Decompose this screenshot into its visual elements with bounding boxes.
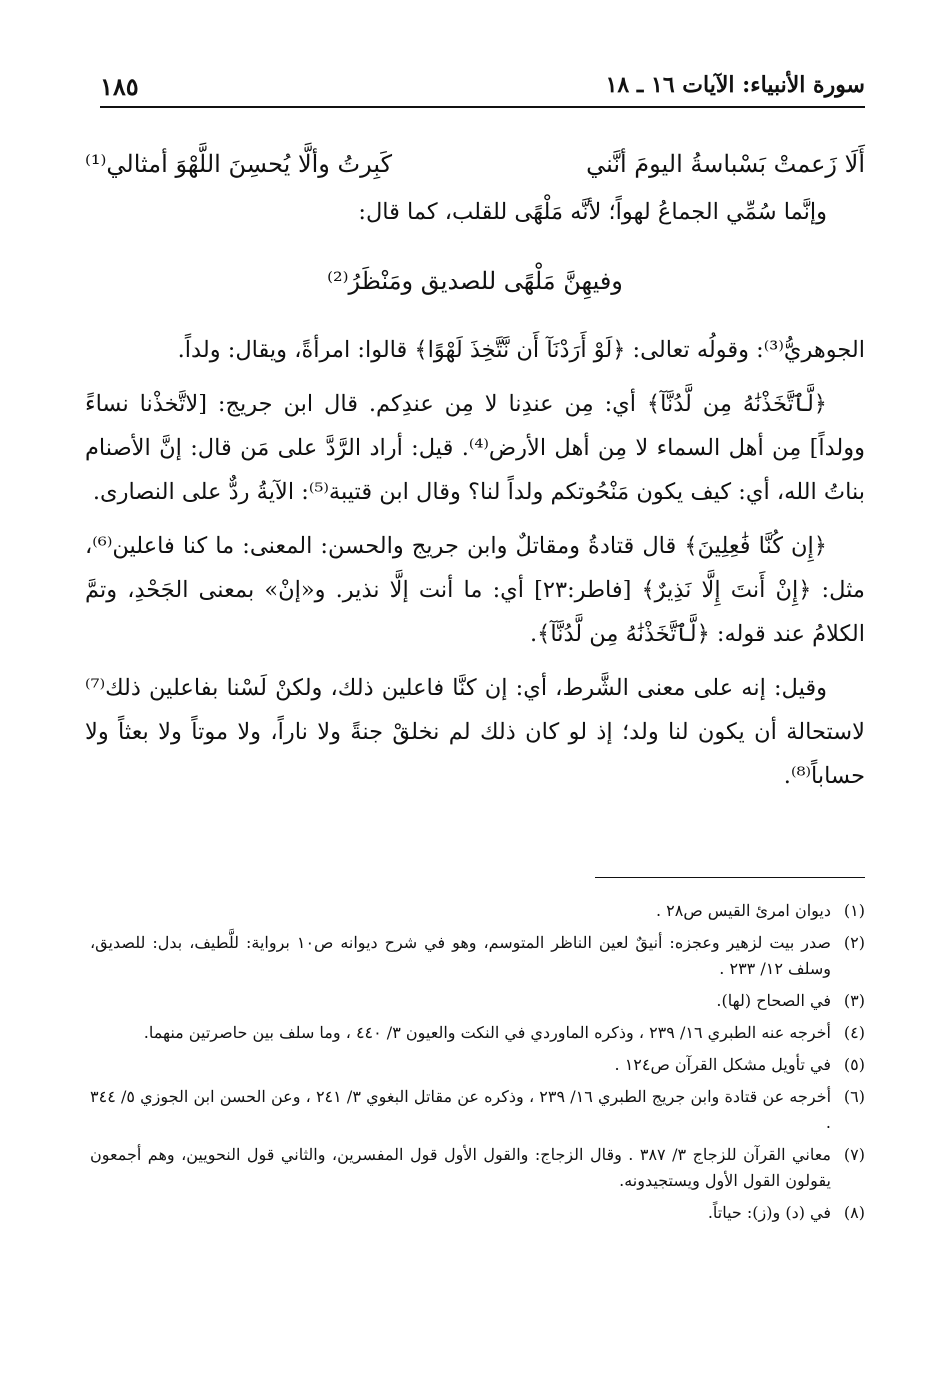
footnote-number: (٤) — [843, 1023, 865, 1042]
verse-1-first-half: أَلَا زَعمتْ بَسْباسةُ اليومَ أنَّني — [586, 150, 865, 178]
footnote — [90, 1084, 865, 1136]
header-title: سورة الأنبياء: الآيات ١٦ ـ ١٨ — [605, 72, 865, 98]
main-text — [85, 130, 865, 798]
footnotes — [90, 898, 865, 1232]
footnote-text: أخرجه عن قتادة وابن جريج الطبري ١٦/ ٢٣٩ ، وذكره عن مقاتل البغوي ٣/ ٢٤١ ، وعن الحسن ابن الجوزي ٥/ ٣٤٤ . — [90, 1087, 832, 1132]
footnote-number: (٢) — [843, 933, 865, 952]
running-header — [100, 72, 865, 108]
footnote-number: (٥) — [843, 1055, 865, 1074]
page-number: ١٨٥ — [100, 72, 139, 101]
footnote — [90, 988, 865, 1014]
footnote-text: ديوان امرئ القيس ص٢٨ . — [655, 901, 831, 920]
footnote-number: (٣) — [843, 991, 865, 1010]
paragraph-1: وإنَّما سُمِّي الجماعُ لهواً؛ لأنَّه مَلْهًى للقلب، كما قال: — [358, 199, 827, 225]
paragraph-2: الجوهريُّ⁽³⁾: وقولُه تعالى: ﴿لَوْ أَرَدْنَآ أَن نَّتَّخِذَ لَهْوًا﴾ قالوا: امرأةً، ويقال: ولداً. — [177, 337, 865, 363]
footnote-text: أخرجه عنه الطبري ١٦/ ٢٣٩ ، وذكره الماوردي في النكت والعيون ٣/ ٤٤٠ ، وما سلف بين حاصرتين منهما. — [143, 1023, 831, 1042]
footnote — [90, 1052, 865, 1078]
footnote — [90, 898, 865, 924]
footnote — [90, 1200, 865, 1226]
footnote-number: (٨) — [843, 1203, 865, 1222]
footnote-text: صدر بيت لزهير وعجزه: أنيقٌ لعين الناظر المتوسم، وهو في شرح ديوانه ص١٠ برواية: للَّطيف، بدل: للصديق، وسلف ١٢/ ٢٣٣ . — [90, 933, 832, 978]
footnote — [90, 1020, 865, 1046]
paragraph-3: ﴿لَّٱتَّخَذْنَٰهُ مِن لَّدُنَّآ﴾ أي: مِن عندِنا لا مِن عندِكم. قال ابن جريج: [لاتَّخذْنا نساءً وولداً] مِن أهل السماء لا مِن أهل الأرض⁽⁴⁾. قيل: أراد الرَّدَّ على مَن قال: إنَّ الأصنام بناتُ الله، أي: كيف يكون مَنْحُوتكم ولداً لنا؟ وقال ابن قتيبة⁽⁵⁾: الآيةُ ردٌّ على النصارى. — [85, 391, 866, 505]
verse-1-second-half: كَبِرتُ وألَّا يُحسِنَ اللَّهْوَ أمثالي⁽¹⁾ — [85, 150, 393, 178]
footnote-text: في تأويل مشكل القرآن ص١٢٤ . — [614, 1055, 831, 1074]
footnote-text: في الصحاح (لها). — [716, 991, 831, 1010]
paragraph-4: ﴿إِن كُنَّا فَٰعِلِينَ﴾ قال قتادةُ ومقاتلٌ وابن جريج والحسن: المعنى: ما كنا فاعلين⁽⁶⁾، مثل: ﴿إِنْ أَنتَ إِلَّا نَذِيرٌ﴾ [فاطر:٢٣] أي: ما أنت إلَّا نذير. و«إنْ» بمعنى الجَحْدِ، وتمَّ الكلامُ عند قوله: ﴿لَّٱتَّخَذْنَٰهُ مِن لَّدُنَّآ﴾. — [85, 533, 865, 647]
footnote-number: (١) — [843, 901, 865, 920]
footnote-separator — [595, 877, 865, 878]
footnote-number: (٧) — [843, 1145, 865, 1164]
footnote — [90, 1142, 865, 1194]
footnote — [90, 930, 865, 982]
footnote-text: معاني القرآن للزجاج ٣/ ٣٨٧ . وقال الزجاج: والقول الأول قول المفسرين، والثاني قول النحويين، وهم أجمعون يقولون القول الأول ويستجيدونه. — [90, 1145, 831, 1190]
poetry-verse-2: وفيهِنَّ مَلْهًى للصديق ومَنْظَرُ⁽²⁾ — [327, 267, 623, 295]
footnote-text: في (د) و(ز): حياتاً. — [707, 1203, 831, 1222]
poetry-verse-1 — [85, 138, 865, 190]
paragraph-5: وقيل: إنه على معنى الشَّرط، أي: إن كنَّا فاعلين ذلك، ولكنْ لَسْنا بفاعلين ذلك⁽⁷⁾ لاستحالة أن يكون لنا ولد؛ إذ لو كان ذلك لم نخلقْ جنةً ولا ناراً، ولا موتاً ولا بعثاً ولا حساباً⁽⁸⁾. — [85, 675, 865, 789]
footnote-number: (٦) — [843, 1087, 865, 1106]
